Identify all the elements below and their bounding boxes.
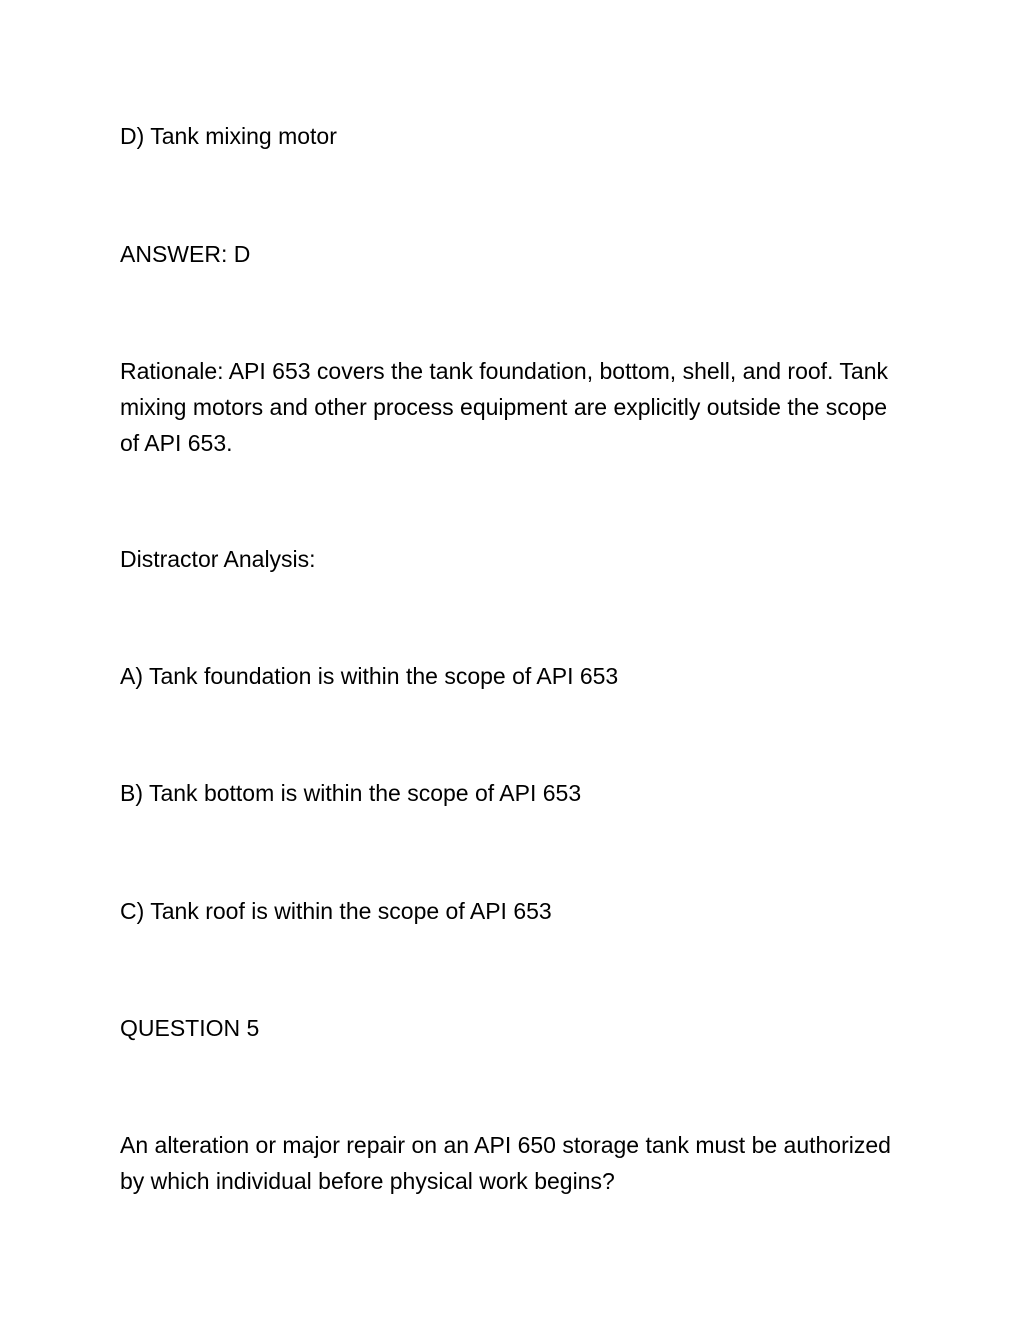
distractor-c-text: C) Tank roof is within the scope of API 653	[120, 898, 552, 924]
answer-text: ANSWER: D	[120, 241, 251, 267]
rationale-text: Rationale: API 653 covers the tank foundation, bottom, shell, and roof. Tank mixing motors and other process equipment are explicitly outside the scope of API 653.	[120, 358, 889, 456]
option-d-text: D) Tank mixing motor	[120, 123, 337, 149]
distractor-a-text: A) Tank foundation is within the scope of API 653	[120, 663, 619, 689]
distractor-b-text: B) Tank bottom is within the scope of API 653	[120, 780, 582, 806]
distractor-analysis-heading: Distractor Analysis:	[120, 546, 316, 572]
question-text: An alteration or major repair on an API 650 storage tank must be authorized by which individual before physical work begins?	[120, 1132, 891, 1194]
question-heading: QUESTION 5	[120, 1015, 260, 1041]
